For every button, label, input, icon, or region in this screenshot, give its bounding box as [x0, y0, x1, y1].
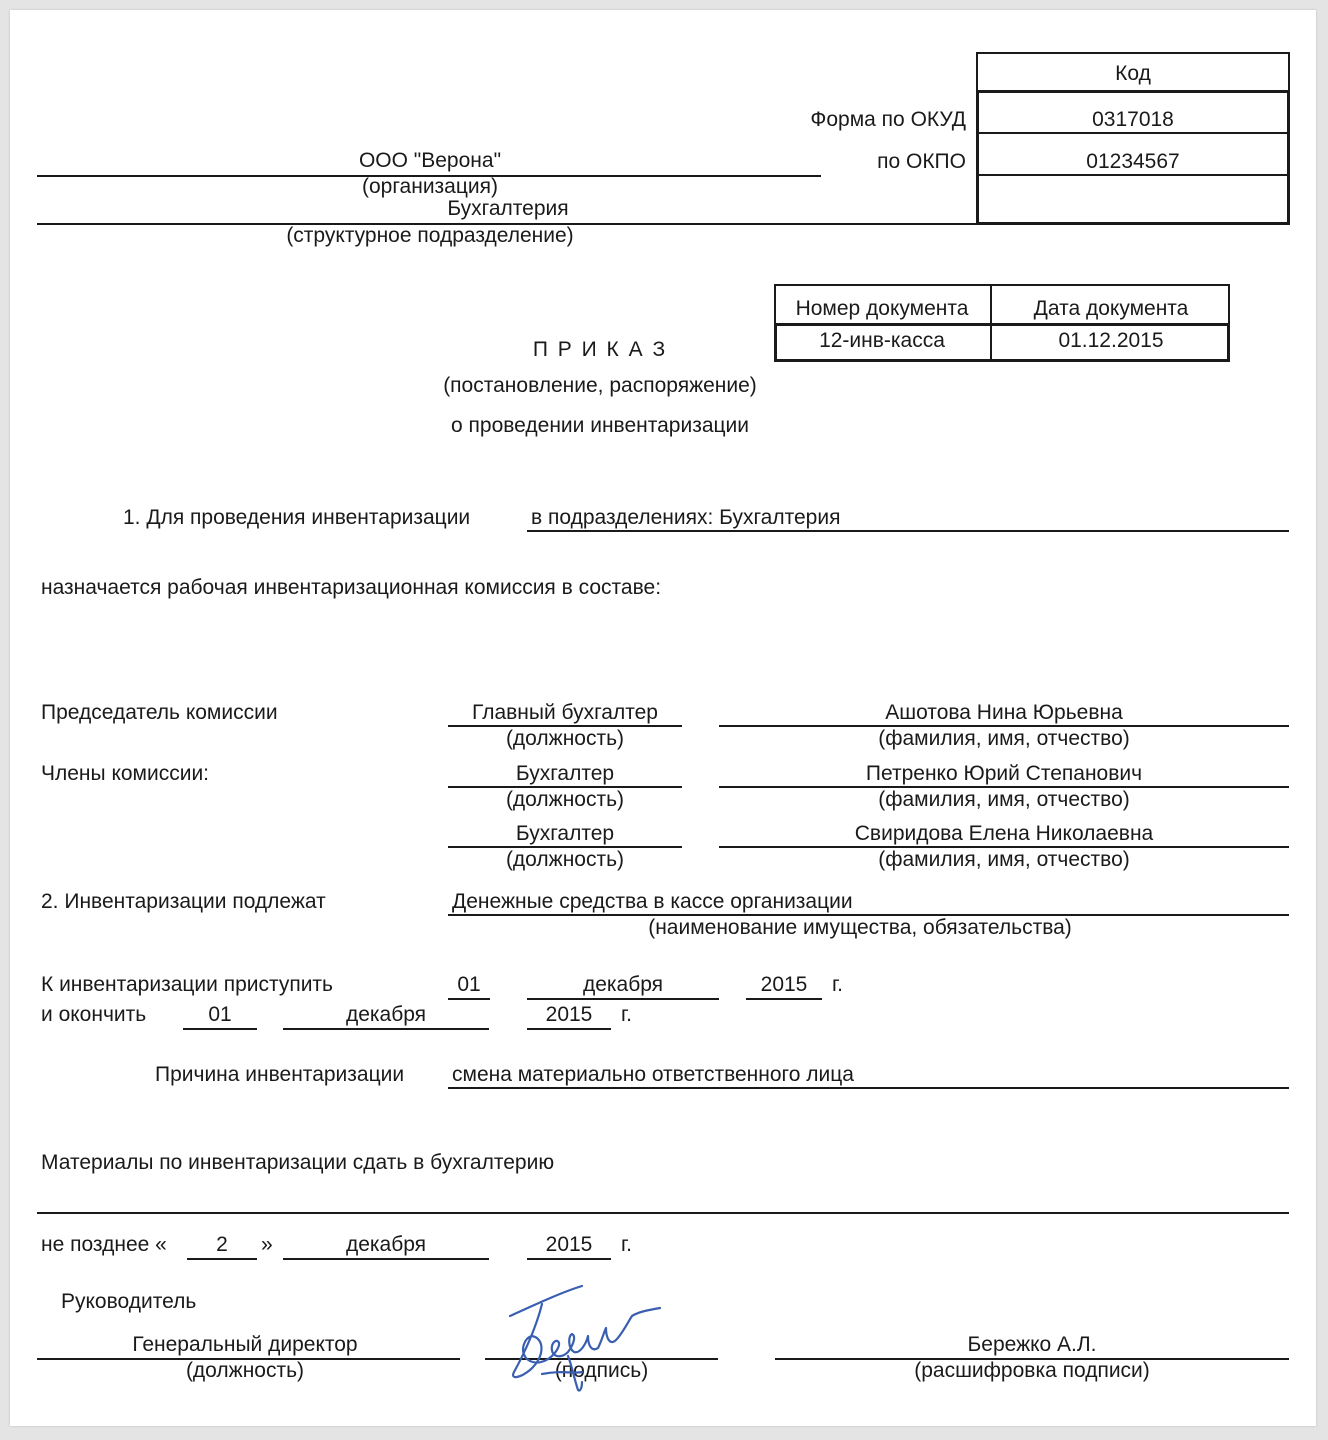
okpo-label: по ОКПО: [877, 150, 966, 173]
head-name-caption: (расшифровка подписи): [914, 1359, 1150, 1382]
section2-value: Денежные средства в кассе организации: [452, 890, 853, 913]
member2-position-caption: (должность): [505, 848, 625, 871]
head-name: Бережко А.Л.: [967, 1333, 1097, 1356]
head-label: Руководитель: [61, 1290, 197, 1313]
deadline-day: 2: [216, 1233, 228, 1256]
org-name: ООО "Верона": [358, 149, 502, 172]
order-subtitle: (постановление, распоряжение): [443, 374, 757, 397]
chair-position: Главный бухгалтер: [472, 701, 658, 724]
end-month-underline: [283, 1028, 489, 1030]
chair-position-caption: (должность): [505, 727, 625, 750]
end-year-suffix: г.: [621, 1003, 632, 1026]
section2-label: 2. Инвентаризации подлежат: [41, 890, 326, 913]
start-label: К инвентаризации приступить: [41, 973, 333, 996]
okud-label: Форма по ОКУД: [810, 108, 966, 131]
section1-value: в подразделениях: Бухгалтерия: [531, 506, 841, 529]
commission-intro: назначается рабочая инвентаризационная комиссия в составе:: [41, 576, 662, 599]
end-month: декабря: [345, 1003, 427, 1026]
deadline-day-underline: [187, 1258, 257, 1260]
start-month: декабря: [582, 973, 664, 996]
deadline-year: 2015: [545, 1233, 593, 1256]
member1-name: Петренко Юрий Степанович: [865, 762, 1143, 785]
deadline-quote-close: »: [261, 1233, 273, 1256]
head-position-caption: (должность): [185, 1359, 305, 1382]
org-caption: (организация): [362, 175, 498, 198]
member2-name-caption: (фамилия, имя, отчество): [878, 848, 1130, 871]
start-day-underline: [448, 998, 490, 1000]
deadline-month-underline: [283, 1258, 489, 1260]
deadline-year-underline: [527, 1258, 611, 1260]
section1-underline: [527, 530, 1289, 532]
reason-label: Причина инвентаризации: [155, 1063, 405, 1086]
start-day: 01: [457, 973, 481, 996]
end-day-underline: [183, 1028, 257, 1030]
chair-name-caption: (фамилия, имя, отчество): [878, 727, 1130, 750]
members-label: Члены комиссии:: [41, 762, 210, 785]
reason-value: смена материально ответственного лица: [452, 1063, 854, 1086]
deadline-month: декабря: [345, 1233, 427, 1256]
deadline-year-suffix: г.: [621, 1233, 632, 1256]
end-year: 2015: [545, 1003, 593, 1026]
materials-text: Материалы по инвентаризации сдать в бухгалтерию: [41, 1151, 555, 1174]
code-label: Код: [1115, 62, 1151, 85]
doc-number-header: Номер документа: [795, 297, 969, 320]
doc-date-header: Дата документа: [1033, 297, 1189, 320]
start-year: 2015: [760, 973, 808, 996]
dept-caption: (структурное подразделение): [286, 224, 574, 247]
code-row-divider: [976, 132, 1290, 134]
reason-underline: [448, 1087, 1289, 1089]
member2-position: Бухгалтер: [515, 822, 615, 845]
end-year-underline: [527, 1028, 611, 1030]
member1-position: Бухгалтер: [515, 762, 615, 785]
order-purpose: о проведении инвентаризации: [451, 414, 749, 437]
doc-date-value: 01.12.2015: [1058, 329, 1164, 352]
chair-name: Ашотова Нина Юрьевна: [885, 701, 1123, 724]
member1-position-caption: (должность): [505, 788, 625, 811]
chair-label: Председатель комиссии: [41, 701, 278, 724]
doc-number-value: 12-инв-касса: [819, 329, 945, 352]
section2-caption: (наименование имущества, обязательства): [648, 916, 1072, 939]
section1-label: 1. Для проведения инвентаризации: [123, 506, 471, 529]
order-document: [10, 10, 1316, 1426]
deadline-prefix: не позднее «: [41, 1233, 167, 1256]
handwritten-signature: [502, 1278, 702, 1396]
member2-name: Свиридова Елена Николаевна: [854, 822, 1154, 845]
head-position: Генеральный директор: [132, 1333, 358, 1356]
member1-name-caption: (фамилия, имя, отчество): [878, 788, 1130, 811]
start-month-underline: [527, 998, 719, 1000]
materials-underline: [37, 1212, 1289, 1214]
okud-value: 0317018: [1092, 108, 1174, 131]
end-day: 01: [208, 1003, 232, 1026]
dept-name: Бухгалтерия: [447, 197, 569, 220]
start-year-underline: [746, 998, 822, 1000]
start-year-suffix: г.: [832, 973, 843, 996]
okpo-value: 01234567: [1086, 150, 1180, 173]
code-row-divider: [976, 174, 1290, 176]
end-label: и окончить: [41, 1003, 147, 1026]
order-title: П Р И К А З: [532, 338, 668, 361]
signature-caption: (подпись): [554, 1359, 649, 1382]
